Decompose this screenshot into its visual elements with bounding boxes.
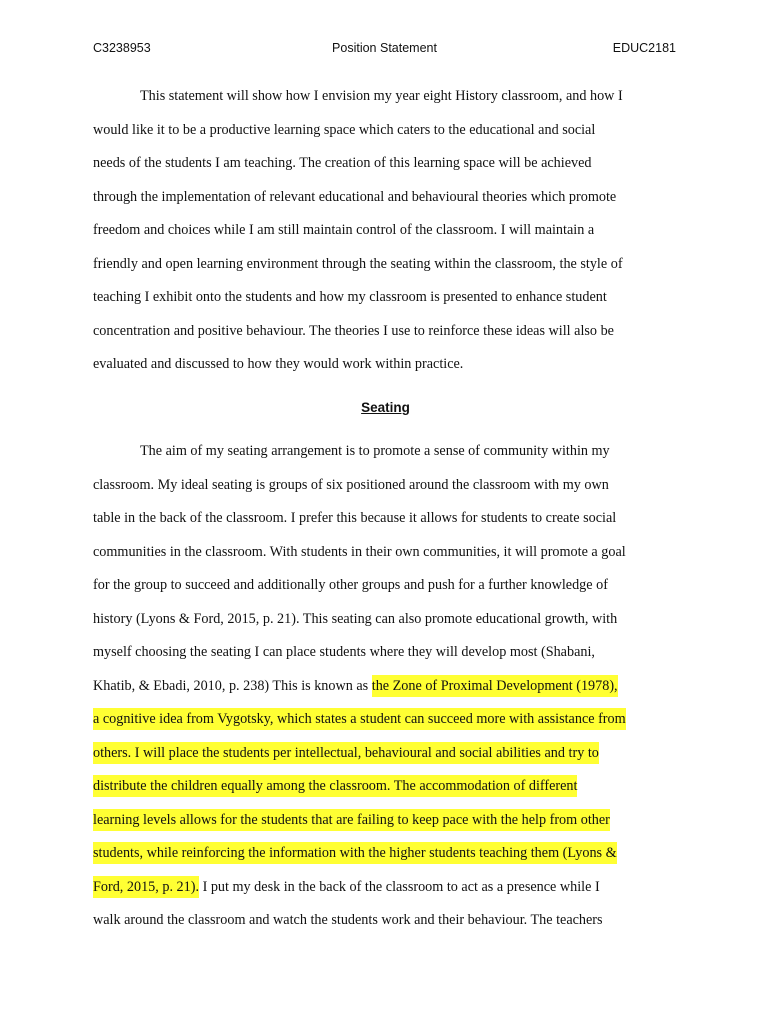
highlighted-text: others. I will place the students per intellectual, behavioural and social abilities and try to — [93, 742, 599, 764]
paragraph-line: walk around the classroom and watch the students work and their behaviour. The teachers — [93, 912, 603, 928]
paragraph-line: evaluated and discussed to how they would work within practice. — [93, 356, 464, 372]
paragraph-line: needs of the students I am teaching. The creation of this learning space will be achieved — [93, 155, 592, 171]
plain-text: I put my desk in the back of the classroom to act as a presence while I — [199, 878, 600, 895]
paragraph-line: through the implementation of relevant educational and behavioural theories which promote — [93, 188, 617, 205]
paragraph-line: concentration and positive behaviour. The theories I use to reinforce these ideas will also be — [93, 322, 614, 339]
highlighted-text: students, while reinforcing the information with the higher students teaching them (Lyons & — [93, 842, 617, 864]
plain-text: Khatib, & Ebadi, 2010, p. 238) This is known as — [93, 677, 372, 694]
paragraph-line: teaching I exhibit onto the students and how my classroom is presented to enhance student — [93, 289, 607, 305]
highlighted-text: learning levels allows for the students that are failing to keep pace with the help from other — [93, 809, 610, 831]
paragraph-line: table in the back of the classroom. I prefer this because it allows for students to create social — [93, 510, 617, 526]
header-student-id: C3238953 — [93, 41, 151, 55]
paragraph-line: communities in the classroom. With students in their own communities, it will promote a goal — [93, 543, 626, 560]
header-title: Position Statement — [332, 41, 437, 55]
paragraph-line: This statement will show how I envision my year eight History classroom, and how I — [140, 88, 623, 104]
paragraph-line: myself choosing the seating I can place students where they will develop most (Shabani, — [93, 644, 595, 660]
paragraph-line-mixed — [93, 871, 678, 905]
paragraph-line-highlighted — [93, 770, 678, 804]
paragraph-line-highlighted — [93, 804, 678, 838]
paragraph-line: freedom and choices while I am still maintain control of the classroom. I will maintain a — [93, 222, 595, 238]
highlighted-text: the Zone of Proximal Development (1978), — [372, 675, 618, 697]
paragraph-line-highlighted — [93, 837, 678, 871]
paragraph-line: history (Lyons & Ford, 2015, p. 21). This seating can also promote educational growth, with — [93, 610, 618, 627]
page-header — [93, 41, 676, 61]
header-course-code: EDUC2181 — [612, 41, 676, 55]
highlighted-text: distribute the children equally among the classroom. The accommodation of different — [93, 775, 577, 797]
paragraph-line: friendly and open learning environment through the seating within the classroom, the style of — [93, 255, 623, 272]
section-heading-seating: Seating — [361, 400, 410, 415]
paragraph-line: classroom. My ideal seating is groups of six positioned around the classroom with my own — [93, 476, 609, 493]
paragraph-line: for the group to succeed and additionally other groups and push for a further knowledge of — [93, 577, 608, 593]
paragraph-line-highlighted — [93, 703, 678, 737]
highlighted-text: a cognitive idea from Vygotsky, which states a student can succeed more with assistance from — [93, 708, 626, 730]
paragraph-line: would like it to be a productive learning space which caters to the educational and social — [93, 121, 596, 138]
paragraph-line-mixed — [93, 670, 678, 704]
intro-paragraph — [93, 80, 678, 382]
highlighted-text: Ford, 2015, p. 21). — [93, 876, 199, 898]
paragraph-line-highlighted — [93, 737, 678, 771]
paragraph-line: The aim of my seating arrangement is to promote a sense of community within my — [140, 443, 610, 459]
seating-paragraph — [93, 435, 678, 938]
